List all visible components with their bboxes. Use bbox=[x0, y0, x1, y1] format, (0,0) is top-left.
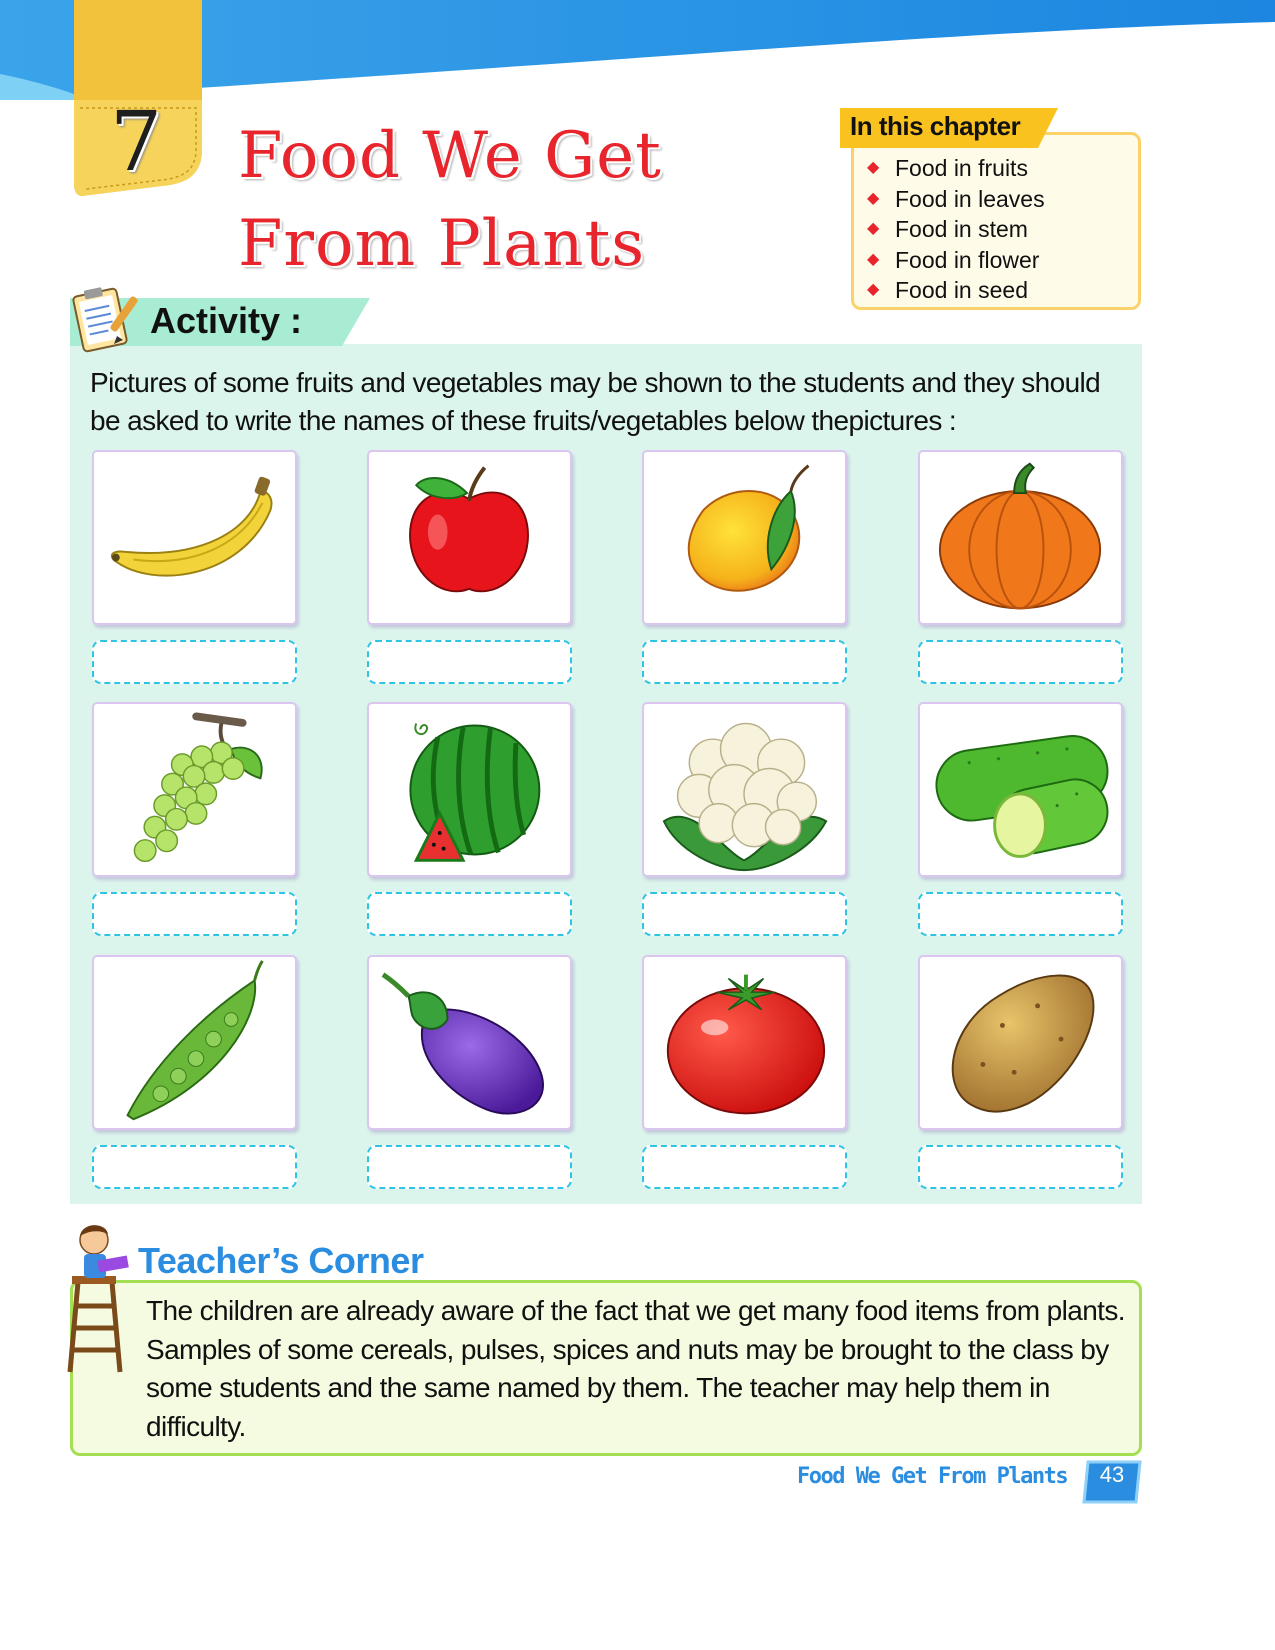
topic-label: Food in fruits bbox=[895, 155, 1028, 181]
apple-icon bbox=[369, 452, 570, 623]
teachers-corner-heading: Teacher’s Corner bbox=[138, 1240, 424, 1281]
cucumber-icon bbox=[920, 704, 1121, 875]
banana-icon bbox=[94, 452, 295, 623]
answer-box[interactable] bbox=[92, 1145, 297, 1189]
topic-item bbox=[867, 214, 1045, 245]
chapter-number: 7 bbox=[110, 95, 163, 190]
bullet-icon: ◆ bbox=[867, 189, 880, 207]
picture-card-brinjal bbox=[367, 955, 572, 1130]
grapes-icon bbox=[94, 704, 295, 875]
watermelon-icon bbox=[369, 704, 570, 875]
clipboard-icon bbox=[70, 280, 144, 354]
topic-item bbox=[867, 275, 1045, 306]
topic-label: Food in flower bbox=[895, 246, 1040, 273]
picture-card-banana bbox=[92, 450, 297, 625]
bullet-icon: ◆ bbox=[867, 159, 880, 176]
teacher-on-ladder-icon bbox=[64, 1222, 144, 1374]
answer-box[interactable] bbox=[642, 1145, 847, 1189]
cauliflower-icon bbox=[644, 704, 845, 875]
picture-card-watermelon bbox=[367, 702, 572, 877]
picture-card-potato bbox=[918, 955, 1123, 1130]
activity-instruction: Pictures of some fruits and vegetables may be shown to the students and they should be asked to write the names of these fruits/vegetables below thepictures : bbox=[90, 367, 1101, 436]
answer-box[interactable] bbox=[367, 892, 572, 936]
footer-chapter-name: Food We Get From Plants bbox=[797, 1464, 1068, 1489]
chapter-topic-list bbox=[867, 153, 1045, 306]
answer-box[interactable] bbox=[92, 892, 297, 936]
picture-card-mango bbox=[642, 450, 847, 625]
bullet-icon: ◆ bbox=[867, 250, 880, 268]
bullet-icon: ◆ bbox=[867, 281, 880, 298]
picture-card-apple bbox=[367, 450, 572, 625]
answer-box[interactable] bbox=[918, 892, 1123, 936]
topic-label: Food in leaves bbox=[895, 185, 1045, 212]
topic-item bbox=[867, 184, 1045, 215]
picture-card-pea-pod bbox=[92, 955, 297, 1130]
answer-box[interactable] bbox=[367, 640, 572, 684]
answer-box[interactable] bbox=[642, 892, 847, 936]
page-number: 43 bbox=[1099, 1462, 1125, 1487]
chapter-title: Food We Get From Plants bbox=[238, 119, 662, 281]
picture-card-pumpkin bbox=[918, 450, 1123, 625]
picture-card-grapes bbox=[92, 702, 297, 877]
bullet-icon: ◆ bbox=[867, 220, 880, 237]
brinjal-icon bbox=[369, 957, 570, 1128]
activity-heading: Activity : bbox=[150, 300, 303, 341]
picture-card-tomato bbox=[642, 955, 847, 1130]
answer-box[interactable] bbox=[918, 1145, 1123, 1189]
topic-label: Food in stem bbox=[895, 216, 1028, 242]
answer-box[interactable] bbox=[92, 640, 297, 684]
picture-card-cauliflower bbox=[642, 702, 847, 877]
in-this-chapter-heading: In this chapter bbox=[850, 111, 1021, 141]
mango-icon bbox=[644, 452, 845, 623]
picture-card-cucumber bbox=[918, 702, 1123, 877]
teachers-corner-text: The children are already aware of the fact that we get many food items from plants. Samples of some cereals, pulses, spices and nuts may be brought to the class by some students and the same named by them. The teacher may help them in difficulty. bbox=[146, 1295, 1125, 1442]
potato-icon bbox=[920, 957, 1121, 1128]
topic-item bbox=[867, 245, 1045, 276]
pea-pod-icon bbox=[94, 957, 295, 1128]
answer-box[interactable] bbox=[642, 640, 847, 684]
pumpkin-icon bbox=[920, 452, 1121, 623]
topic-label: Food in seed bbox=[895, 277, 1028, 303]
topic-item bbox=[867, 153, 1045, 184]
answer-box[interactable] bbox=[367, 1145, 572, 1189]
tomato-icon bbox=[644, 957, 845, 1128]
answer-box[interactable] bbox=[918, 640, 1123, 684]
